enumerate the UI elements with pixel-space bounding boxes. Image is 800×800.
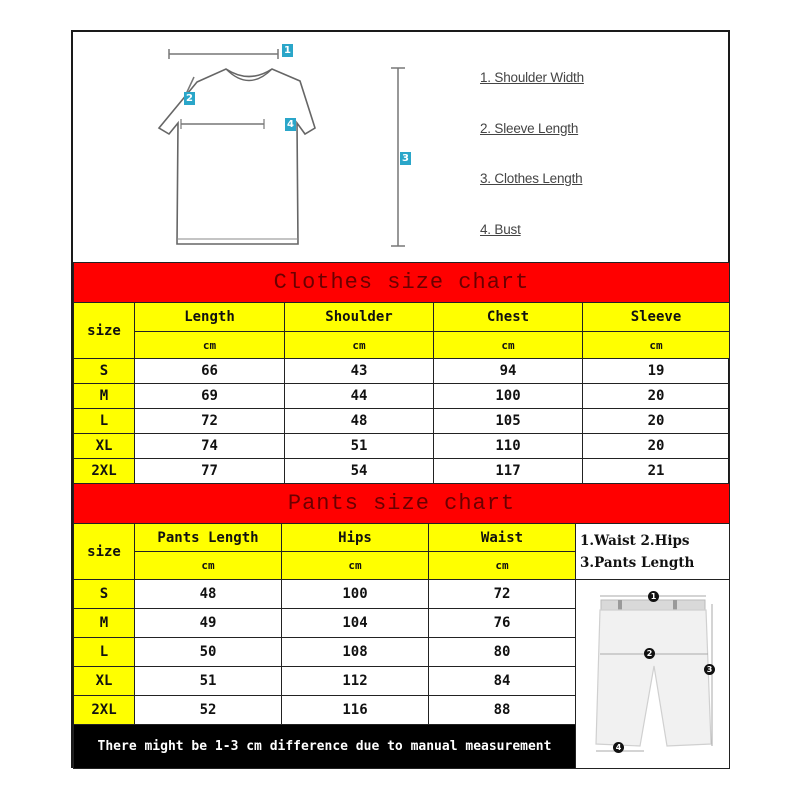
- clothes-unit: cm: [135, 332, 285, 359]
- clothes-col-sleeve: Sleeve: [583, 303, 730, 332]
- shorts-diagram-cell: [576, 580, 730, 769]
- tshirt-diagram: [73, 32, 473, 262]
- badge-2-sleeve: 2: [184, 92, 195, 105]
- table-cell: 105: [434, 409, 583, 434]
- legend-bust: 4. Bust: [480, 221, 521, 237]
- table-cell: 117: [434, 459, 583, 484]
- size-label: L: [74, 638, 135, 667]
- size-label: L: [74, 409, 135, 434]
- clothes-size-table: [73, 262, 730, 484]
- badge-3-length: 3: [400, 152, 411, 165]
- badge-1-shoulder: 1: [282, 44, 293, 57]
- clothes-col-shoulder: Shoulder: [285, 303, 434, 332]
- size-label: XL: [74, 434, 135, 459]
- size-label: M: [74, 384, 135, 409]
- pants-size-table: [73, 483, 730, 769]
- table-cell: 77: [135, 459, 285, 484]
- table-cell: 88: [429, 696, 576, 725]
- table-cell: 76: [429, 609, 576, 638]
- table-cell: 51: [135, 667, 282, 696]
- tshirt-outline: [159, 69, 315, 244]
- pants-col-length: Pants Length: [135, 524, 282, 552]
- pants-size-header: size: [74, 524, 135, 580]
- shorts-marker-1-waist: 1: [648, 591, 659, 602]
- clothes-col-length: Length: [135, 303, 285, 332]
- legend-clothes-length: 3. Clothes Length: [480, 171, 583, 186]
- clothes-size-header: size: [74, 303, 135, 359]
- size-label: 2XL: [74, 696, 135, 725]
- table-cell: 69: [135, 384, 285, 409]
- clothes-unit: cm: [583, 332, 730, 359]
- table-cell: 104: [282, 609, 429, 638]
- shorts-outline: [596, 610, 711, 746]
- size-label: S: [74, 580, 135, 609]
- size-label: XL: [74, 667, 135, 696]
- table-cell: 44: [285, 384, 434, 409]
- table-cell: 72: [429, 580, 576, 609]
- pants-measure-legend: [576, 524, 730, 580]
- table-cell: 116: [282, 696, 429, 725]
- table-cell: 100: [434, 384, 583, 409]
- clothes-unit: cm: [285, 332, 434, 359]
- legend-sleeve-length: 2. Sleeve Length: [480, 120, 579, 136]
- table-cell: 100: [282, 580, 429, 609]
- table-row: [74, 359, 730, 384]
- table-cell: 52: [135, 696, 282, 725]
- tshirt-diagram-area: [73, 32, 728, 262]
- pants-legend-line-2: 3.Pants Length: [580, 554, 695, 571]
- pants-unit: cm: [282, 552, 429, 580]
- pants-unit: cm: [135, 552, 282, 580]
- table-row: [74, 384, 730, 409]
- pants-col-waist: Waist: [429, 524, 576, 552]
- table-cell: 20: [583, 434, 730, 459]
- table-cell: 43: [285, 359, 434, 384]
- size-chart-frame: [71, 30, 730, 768]
- table-cell: 50: [135, 638, 282, 667]
- table-row: [74, 409, 730, 434]
- table-cell: 84: [429, 667, 576, 696]
- shorts-marker-2-hips: 2: [644, 648, 655, 659]
- table-cell: 74: [135, 434, 285, 459]
- table-cell: 49: [135, 609, 282, 638]
- size-label: S: [74, 359, 135, 384]
- shorts-marker-4-leg: 4: [613, 742, 624, 753]
- pants-unit: cm: [429, 552, 576, 580]
- shorts-marker-3-length: 3: [704, 664, 715, 675]
- table-cell: 51: [285, 434, 434, 459]
- table-cell: 20: [583, 409, 730, 434]
- measurement-note: There might be 1-3 cm difference due to manual measurement: [74, 725, 576, 769]
- size-label: 2XL: [74, 459, 135, 484]
- table-cell: 48: [285, 409, 434, 434]
- pants-col-hips: Hips: [282, 524, 429, 552]
- table-cell: 48: [135, 580, 282, 609]
- pants-chart-title: Pants size chart: [74, 484, 730, 524]
- clothes-chart-title: Clothes size chart: [74, 263, 730, 303]
- table-cell: 94: [434, 359, 583, 384]
- table-cell: 66: [135, 359, 285, 384]
- table-cell: 108: [282, 638, 429, 667]
- table-cell: 110: [434, 434, 583, 459]
- table-cell: 72: [135, 409, 285, 434]
- clothes-unit: cm: [434, 332, 583, 359]
- badge-4-bust: 4: [285, 118, 296, 131]
- table-cell: 21: [583, 459, 730, 484]
- table-cell: 112: [282, 667, 429, 696]
- table-row: [74, 580, 730, 609]
- table-cell: 19: [583, 359, 730, 384]
- table-row: [74, 434, 730, 459]
- table-cell: 54: [285, 459, 434, 484]
- size-label: M: [74, 609, 135, 638]
- clothes-col-chest: Chest: [434, 303, 583, 332]
- table-cell: 20: [583, 384, 730, 409]
- legend-shoulder-width: 1. Shoulder Width: [480, 70, 584, 85]
- tshirt-measure-legend: [480, 70, 584, 272]
- shorts-diagram: [578, 586, 728, 766]
- table-cell: 80: [429, 638, 576, 667]
- pants-legend-line-1: 1.Waist 2.Hips: [580, 532, 690, 549]
- table-row: [74, 459, 730, 484]
